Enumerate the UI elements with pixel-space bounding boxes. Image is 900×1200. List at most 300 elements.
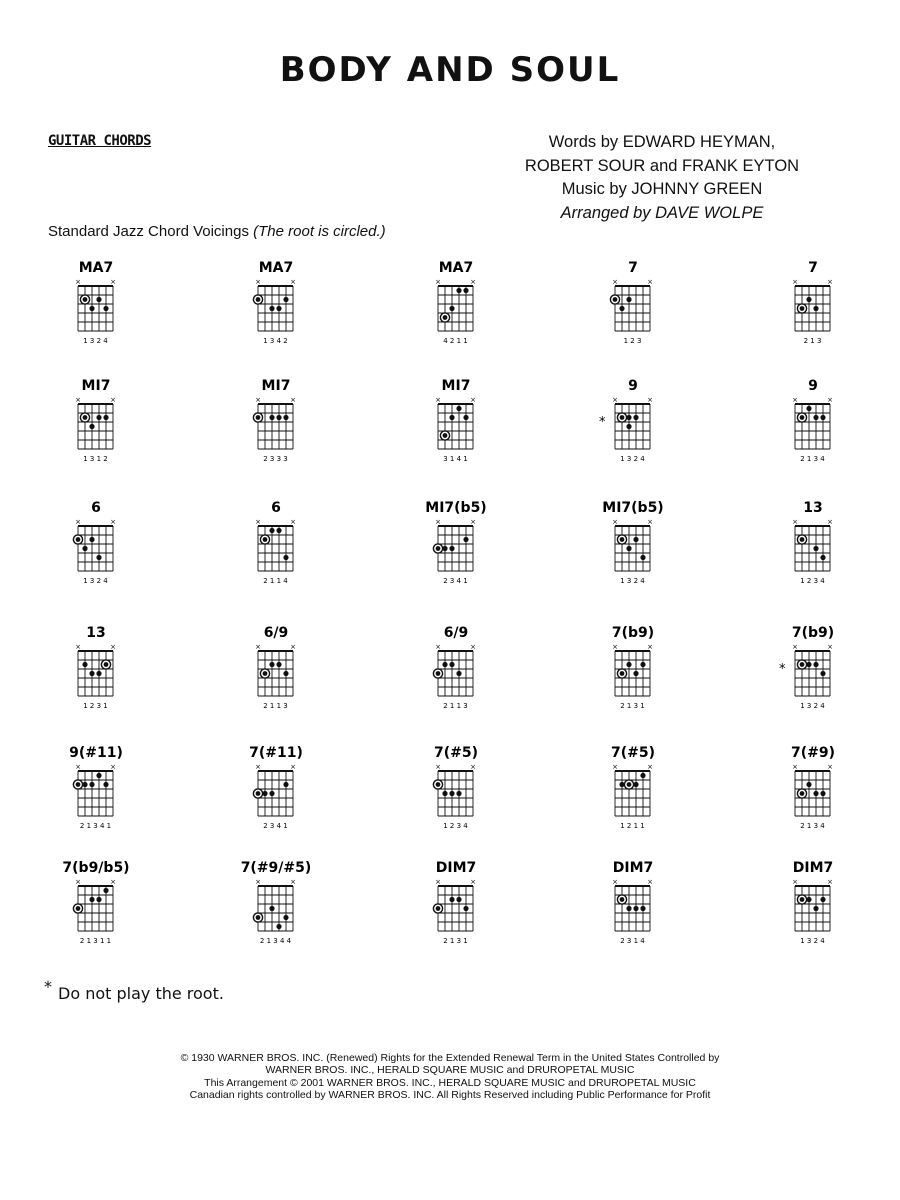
muted-string-mark: × xyxy=(110,643,116,651)
chord-diagram xyxy=(218,250,328,360)
chord-diagram-svg xyxy=(755,490,865,602)
finger-dot xyxy=(103,782,108,787)
fingering-label: 2 1 1 3 xyxy=(263,702,288,710)
chord-name: MI7 xyxy=(261,378,291,394)
chord-name: 7 xyxy=(628,260,638,276)
root-finger-dot xyxy=(104,662,109,667)
finger-dot xyxy=(626,415,631,420)
finger-dot xyxy=(269,662,274,667)
root-finger-dot xyxy=(256,297,261,302)
copyright-line: WARNER BROS. INC., HERALD SQUARE MUSIC and DRUROPETAL MUSIC xyxy=(265,1064,635,1077)
finger-dot xyxy=(640,773,645,778)
finger-dot xyxy=(269,415,274,420)
finger-dot xyxy=(449,791,454,796)
finger-dot xyxy=(96,297,101,302)
finger-dot xyxy=(103,306,108,311)
chord-diagram-svg xyxy=(398,250,508,362)
finger-dot xyxy=(283,782,288,787)
chord-diagram-svg xyxy=(755,250,865,362)
root-finger-dot xyxy=(620,897,625,902)
muted-string-mark: × xyxy=(792,878,798,886)
fingering-label: 1 2 3 xyxy=(623,337,642,345)
fingering-label: 2 1 3 1 xyxy=(443,937,468,945)
fingering-label: 1 3 4 2 xyxy=(263,337,288,345)
footnote-symbol: * xyxy=(44,977,52,996)
finger-dot xyxy=(283,415,288,420)
finger-dot xyxy=(463,288,468,293)
chord-diagram xyxy=(218,735,328,845)
chord-diagram xyxy=(575,368,685,478)
finger-dot xyxy=(806,897,811,902)
chord-diagram xyxy=(755,490,865,600)
muted-string-mark: × xyxy=(75,396,81,404)
muted-string-mark: × xyxy=(75,278,81,286)
muted-string-mark: × xyxy=(110,878,116,886)
root-finger-dot xyxy=(800,897,805,902)
chord-name: 7(b9) xyxy=(791,625,835,641)
finger-dot xyxy=(82,662,87,667)
voicings-intro xyxy=(48,223,386,240)
fingering-label: 2 1 3 1 1 xyxy=(79,937,112,945)
muted-string-mark: × xyxy=(290,518,296,526)
muted-string-mark: × xyxy=(75,763,81,771)
finger-dot xyxy=(806,662,811,667)
chord-diagram xyxy=(398,490,508,600)
chord-diagram xyxy=(398,615,508,725)
finger-dot xyxy=(449,662,454,667)
chord-diagram-svg xyxy=(38,250,148,362)
finger-dot xyxy=(806,406,811,411)
chord-diagram xyxy=(398,368,508,478)
muted-string-mark: × xyxy=(792,763,798,771)
finger-dot xyxy=(626,906,631,911)
root-finger-dot xyxy=(256,915,261,920)
chord-diagram-svg xyxy=(755,850,865,962)
fingering-label: 2 1 3 4 1 xyxy=(79,822,112,830)
chord-name: MI7 xyxy=(441,378,471,394)
chord-diagram-svg xyxy=(38,490,148,602)
fingering-label: 1 2 3 1 xyxy=(83,702,108,710)
chord-diagram-svg xyxy=(575,850,685,962)
credits-block xyxy=(472,131,852,225)
finger-dot xyxy=(449,415,454,420)
muted-string-mark: × xyxy=(827,763,833,771)
finger-dot xyxy=(89,897,94,902)
root-finger-dot xyxy=(620,537,625,542)
chord-diagram-svg xyxy=(755,615,865,727)
chord-diagram-svg xyxy=(38,850,148,962)
chord-diagram-svg xyxy=(575,250,685,362)
root-finger-dot xyxy=(800,306,805,311)
muted-string-mark: × xyxy=(647,278,653,286)
chord-diagram-svg xyxy=(38,368,148,480)
chord-diagram xyxy=(38,735,148,845)
root-finger-dot xyxy=(627,782,632,787)
root-finger-dot xyxy=(443,315,448,320)
finger-dot xyxy=(633,537,638,542)
muted-string-mark: × xyxy=(435,878,441,886)
muted-string-mark: × xyxy=(255,878,261,886)
finger-dot xyxy=(442,546,447,551)
muted-string-mark: × xyxy=(255,643,261,651)
chord-name: 9(#11) xyxy=(69,745,123,761)
fingering-label: 2 1 3 4 xyxy=(800,455,825,463)
muted-string-mark: × xyxy=(647,878,653,886)
finger-dot xyxy=(89,671,94,676)
chord-diagram-svg xyxy=(398,490,508,602)
finger-dot xyxy=(633,415,638,420)
chord-diagram-svg xyxy=(755,735,865,847)
muted-string-mark: × xyxy=(470,643,476,651)
fingering-label: 2 3 4 1 xyxy=(263,822,288,830)
muted-string-mark: × xyxy=(110,763,116,771)
finger-dot xyxy=(820,555,825,560)
chord-diagram xyxy=(218,490,328,600)
finger-dot xyxy=(269,528,274,533)
fingering-label: 2 3 4 1 xyxy=(443,577,468,585)
root-finger-dot xyxy=(76,906,81,911)
finger-dot xyxy=(813,791,818,796)
fingering-label: 1 3 2 4 xyxy=(620,455,645,463)
muted-string-mark: × xyxy=(827,518,833,526)
muted-string-mark: × xyxy=(827,643,833,651)
chord-name: 7 xyxy=(808,260,818,276)
chord-name: 7(#5) xyxy=(610,745,656,761)
finger-dot xyxy=(269,791,274,796)
chord-diagram xyxy=(575,850,685,960)
muted-string-mark: × xyxy=(435,396,441,404)
credit-arranger: Arranged by DAVE WOLPE xyxy=(560,203,764,222)
muted-string-mark: × xyxy=(290,278,296,286)
muted-string-mark: × xyxy=(827,278,833,286)
finger-dot xyxy=(813,306,818,311)
finger-dot xyxy=(103,888,108,893)
chord-name: 7(#11) xyxy=(249,745,303,761)
finger-dot xyxy=(96,897,101,902)
root-finger-dot xyxy=(76,537,81,542)
finger-dot xyxy=(442,662,447,667)
fingering-label: 1 3 2 4 xyxy=(620,577,645,585)
fingering-label: 1 3 2 4 xyxy=(83,577,108,585)
fingering-label: 2 1 3 1 xyxy=(620,702,645,710)
credit-words: Words by EDWARD HEYMAN, xyxy=(548,133,776,151)
chord-diagram-svg xyxy=(398,615,508,727)
finger-dot xyxy=(640,662,645,667)
chord-name: 7(b9) xyxy=(611,625,655,641)
chord-name: DIM7 xyxy=(612,860,654,876)
chord-name: 7(#9) xyxy=(790,745,836,761)
chord-name: 9 xyxy=(808,378,818,394)
root-finger-dot xyxy=(83,297,88,302)
finger-dot xyxy=(82,546,87,551)
chord-diagram xyxy=(575,735,685,845)
muted-string-mark: × xyxy=(75,878,81,886)
chord-name: 7(b9/b5) xyxy=(62,860,130,876)
voicings-intro-text: Standard Jazz Chord Voicings xyxy=(48,223,249,240)
finger-dot xyxy=(626,424,631,429)
chord-diagram xyxy=(38,490,148,600)
muted-string-mark: × xyxy=(290,878,296,886)
chord-diagram-svg xyxy=(575,615,685,727)
chord-grid xyxy=(0,250,900,990)
muted-string-mark: × xyxy=(75,643,81,651)
finger-dot xyxy=(820,897,825,902)
muted-string-mark: × xyxy=(470,518,476,526)
root-finger-dot xyxy=(800,662,805,667)
finger-dot xyxy=(456,406,461,411)
root-finger-dot xyxy=(620,415,625,420)
root-finger-dot xyxy=(800,791,805,796)
root-finger-dot xyxy=(800,415,805,420)
muted-string-mark: × xyxy=(792,396,798,404)
chord-name: MI7(b5) xyxy=(425,500,487,516)
chord-diagram xyxy=(38,615,148,725)
muted-string-mark: × xyxy=(612,643,618,651)
finger-dot xyxy=(633,671,638,676)
finger-dot xyxy=(96,773,101,778)
chord-name: MI7 xyxy=(81,378,111,394)
fingering-label: 1 3 1 2 xyxy=(83,455,108,463)
copyright-line: This Arrangement © 2001 WARNER BROS. INC., HERALD SQUARE MUSIC and DRUROPETAL MUSIC xyxy=(204,1076,696,1089)
chord-name: 6 xyxy=(271,500,281,516)
root-finger-dot xyxy=(436,546,441,551)
no-root-asterisk: * xyxy=(779,662,786,677)
muted-string-mark: × xyxy=(647,396,653,404)
chord-name: 9 xyxy=(628,378,638,394)
finger-dot xyxy=(813,546,818,551)
fingering-label: 3 1 4 1 xyxy=(443,455,468,463)
credit-music: Music by JOHNNY GREEN xyxy=(561,180,763,198)
muted-string-mark: × xyxy=(792,278,798,286)
fingering-label: 4 2 1 1 xyxy=(443,337,468,345)
finger-dot xyxy=(820,791,825,796)
chord-diagram xyxy=(755,250,865,360)
muted-string-mark: × xyxy=(290,763,296,771)
finger-dot xyxy=(96,415,101,420)
chord-name: DIM7 xyxy=(435,860,477,876)
chord-diagram xyxy=(398,735,508,845)
chord-diagram-svg xyxy=(398,368,508,480)
finger-dot xyxy=(640,906,645,911)
chord-diagram-svg xyxy=(755,368,865,480)
root-finger-dot xyxy=(76,782,81,787)
fingering-label: 2 1 3 4 4 xyxy=(259,937,292,945)
fingering-label: 1 2 3 4 xyxy=(800,577,825,585)
fingering-label: 2 3 1 4 xyxy=(620,937,645,945)
chord-diagram xyxy=(755,615,865,725)
chord-name: 7(#9/#5) xyxy=(240,860,312,876)
chord-name: 6/9 xyxy=(443,625,469,641)
finger-dot xyxy=(262,791,267,796)
section-label: GUITAR CHORDS xyxy=(48,133,152,149)
finger-dot xyxy=(276,528,281,533)
finger-dot xyxy=(269,906,274,911)
muted-string-mark: × xyxy=(470,278,476,286)
root-finger-dot xyxy=(263,537,268,542)
no-root-asterisk: * xyxy=(599,415,606,430)
finger-dot xyxy=(813,906,818,911)
chord-name: 13 xyxy=(86,625,106,641)
muted-string-mark: × xyxy=(827,878,833,886)
fingering-label: 1 2 1 1 xyxy=(620,822,645,830)
chord-name: 6/9 xyxy=(263,625,289,641)
muted-string-mark: × xyxy=(435,643,441,651)
chord-name: MA7 xyxy=(78,260,114,276)
finger-dot xyxy=(806,782,811,787)
finger-dot xyxy=(269,306,274,311)
muted-string-mark: × xyxy=(647,643,653,651)
chord-diagram xyxy=(755,850,865,960)
root-finger-dot xyxy=(800,537,805,542)
root-finger-dot xyxy=(436,671,441,676)
finger-dot xyxy=(463,537,468,542)
finger-dot xyxy=(463,415,468,420)
finger-dot xyxy=(626,297,631,302)
muted-string-mark: × xyxy=(612,763,618,771)
muted-string-mark: × xyxy=(612,518,618,526)
chord-diagram xyxy=(755,368,865,478)
muted-string-mark: × xyxy=(290,643,296,651)
finger-dot xyxy=(89,537,94,542)
muted-string-mark: × xyxy=(435,518,441,526)
muted-string-mark: × xyxy=(110,278,116,286)
finger-dot xyxy=(283,671,288,676)
page-title: BODY AND SOUL xyxy=(279,50,621,90)
muted-string-mark: × xyxy=(255,763,261,771)
finger-dot xyxy=(89,782,94,787)
muted-string-mark: × xyxy=(255,278,261,286)
chord-diagram xyxy=(38,368,148,478)
copyright-line: Canadian rights controlled by WARNER BROS. INC. All Rights Reserved including Public Performance for Profit xyxy=(189,1088,711,1101)
fingering-label: 1 3 2 4 xyxy=(800,702,825,710)
muted-string-mark: × xyxy=(612,278,618,286)
root-finger-dot xyxy=(256,791,261,796)
chord-name: 13 xyxy=(803,500,823,516)
root-finger-dot xyxy=(436,906,441,911)
finger-dot xyxy=(276,662,281,667)
chord-diagram-svg xyxy=(575,368,685,480)
chord-diagram xyxy=(755,735,865,845)
chord-diagram-svg xyxy=(218,368,328,480)
chord-diagram-svg xyxy=(218,250,328,362)
chord-diagram xyxy=(398,250,508,360)
root-finger-dot xyxy=(83,415,88,420)
muted-string-mark: × xyxy=(470,396,476,404)
muted-string-mark: × xyxy=(255,518,261,526)
muted-string-mark: × xyxy=(435,763,441,771)
finger-dot xyxy=(633,906,638,911)
voicings-note: (The root is circled.) xyxy=(253,223,386,240)
finger-dot xyxy=(640,555,645,560)
finger-dot xyxy=(820,671,825,676)
chord-diagram-svg xyxy=(38,735,148,847)
muted-string-mark: × xyxy=(255,396,261,404)
muted-string-mark: × xyxy=(612,396,618,404)
finger-dot xyxy=(626,662,631,667)
muted-string-mark: × xyxy=(792,643,798,651)
muted-string-mark: × xyxy=(647,518,653,526)
finger-dot xyxy=(813,415,818,420)
muted-string-mark: × xyxy=(647,763,653,771)
chord-diagram-svg xyxy=(38,615,148,727)
finger-dot xyxy=(456,897,461,902)
chord-diagram-svg xyxy=(218,735,328,847)
chord-name: MI7(b5) xyxy=(602,500,664,516)
finger-dot xyxy=(449,897,454,902)
finger-dot xyxy=(449,306,454,311)
finger-dot xyxy=(456,671,461,676)
chord-diagram-svg xyxy=(575,735,685,847)
fingering-label: 2 3 3 3 xyxy=(263,455,288,463)
muted-string-mark: × xyxy=(290,396,296,404)
chord-diagram-svg xyxy=(218,490,328,602)
finger-dot xyxy=(96,671,101,676)
finger-dot xyxy=(633,782,638,787)
root-finger-dot xyxy=(620,671,625,676)
chord-diagram-svg xyxy=(398,735,508,847)
chord-name: DIM7 xyxy=(792,860,834,876)
finger-dot xyxy=(82,782,87,787)
finger-dot xyxy=(463,906,468,911)
finger-dot xyxy=(103,415,108,420)
finger-dot xyxy=(449,546,454,551)
chord-name: MA7 xyxy=(438,260,474,276)
copyright-notice xyxy=(60,1052,840,1101)
finger-dot xyxy=(89,424,94,429)
root-finger-dot xyxy=(436,782,441,787)
finger-dot xyxy=(283,915,288,920)
finger-dot xyxy=(813,662,818,667)
chord-diagram-svg xyxy=(398,850,508,962)
finger-dot xyxy=(456,288,461,293)
footnote xyxy=(44,977,224,1003)
finger-dot xyxy=(806,297,811,302)
muted-string-mark: × xyxy=(435,278,441,286)
root-finger-dot xyxy=(256,415,261,420)
chord-diagram xyxy=(218,368,328,478)
chord-diagram xyxy=(575,615,685,725)
chord-diagram xyxy=(575,250,685,360)
fingering-label: 2 1 3 xyxy=(803,337,822,345)
finger-dot xyxy=(626,546,631,551)
chord-diagram xyxy=(575,490,685,600)
muted-string-mark: × xyxy=(470,878,476,886)
muted-string-mark: × xyxy=(827,396,833,404)
finger-dot xyxy=(283,555,288,560)
finger-dot xyxy=(96,555,101,560)
chord-diagram xyxy=(38,250,148,360)
finger-dot xyxy=(89,306,94,311)
fingering-label: 2 1 1 4 xyxy=(263,577,288,585)
chord-name: 7(#5) xyxy=(433,745,479,761)
finger-dot xyxy=(442,791,447,796)
finger-dot xyxy=(276,415,281,420)
fingering-label: 2 1 1 3 xyxy=(443,702,468,710)
fingering-label: 2 1 3 4 xyxy=(800,822,825,830)
chord-diagram xyxy=(218,615,328,725)
finger-dot xyxy=(283,297,288,302)
muted-string-mark: × xyxy=(470,763,476,771)
chord-diagram-svg xyxy=(218,615,328,727)
copyright-line: © 1930 WARNER BROS. INC. (Renewed) Rights for the Extended Renewal Term in the United States Controlled by xyxy=(180,1052,720,1064)
muted-string-mark: × xyxy=(612,878,618,886)
chord-diagram-svg xyxy=(575,490,685,602)
root-finger-dot xyxy=(613,297,618,302)
finger-dot xyxy=(456,791,461,796)
finger-dot xyxy=(619,306,624,311)
chord-diagram xyxy=(398,850,508,960)
chord-diagram-svg xyxy=(218,850,328,962)
